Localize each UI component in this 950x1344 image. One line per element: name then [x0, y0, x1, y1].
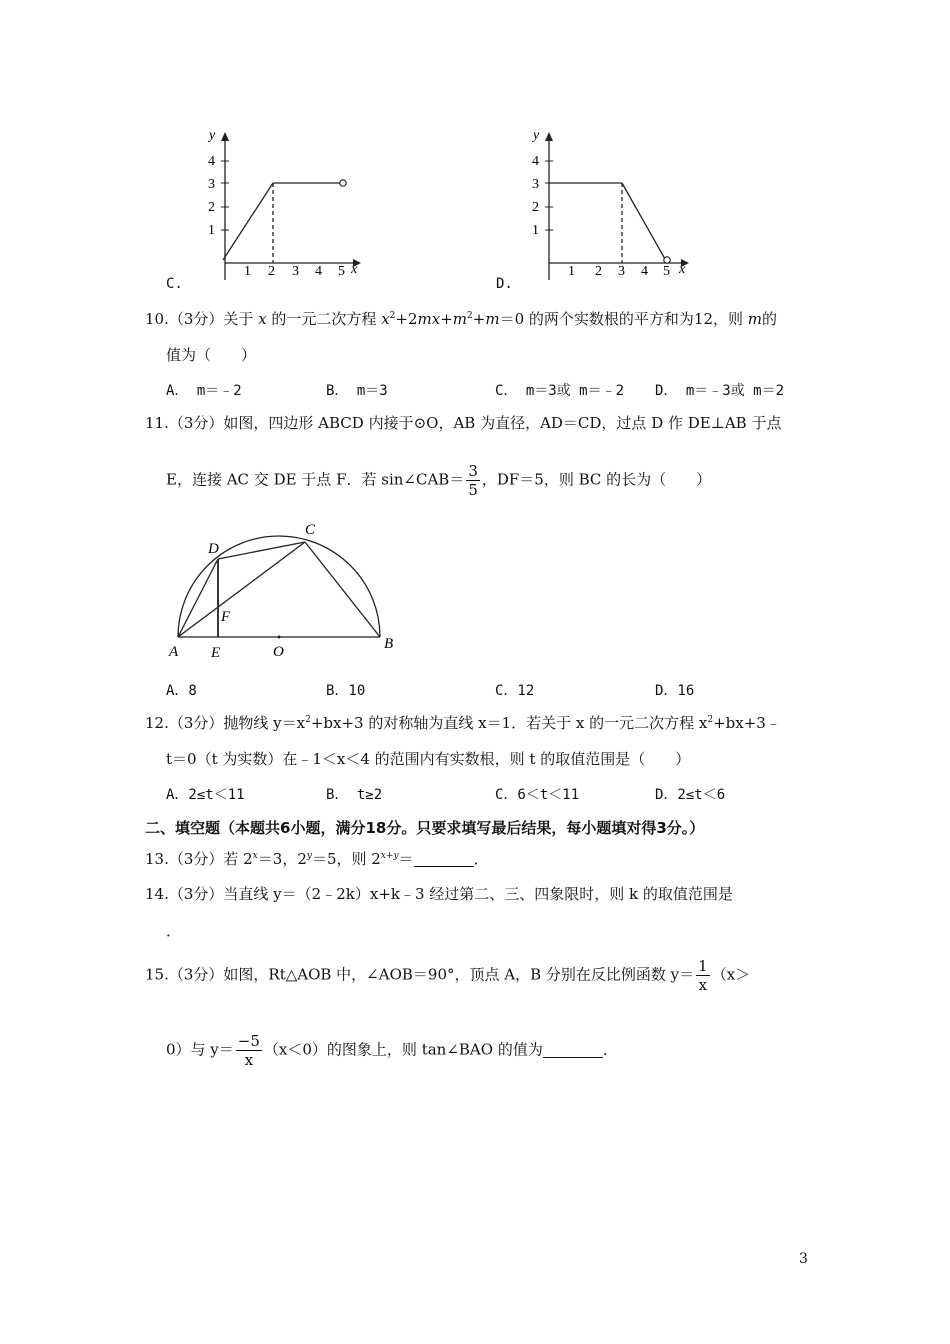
graph-c-x-tick: 1: [244, 264, 251, 279]
graph-d-y-label: y: [533, 128, 540, 143]
question-11-option-d[interactable]: D．16: [655, 683, 695, 699]
graph-d-y-tick: 3: [532, 177, 539, 192]
figure-label-A: A: [169, 644, 179, 660]
figure-label-C: C: [305, 522, 316, 538]
question-10-line1: 10.（3分）关于 x 的一元二次方程 $x^2+2mx+m^2+m=0$ 的两个实数根的平方和为12，则 m的: [145, 310, 777, 328]
question-10-option-b[interactable]: B． m＝3: [326, 383, 388, 399]
question-number: 10.: [145, 310, 169, 328]
graph-c-y-label: y: [209, 128, 216, 143]
question-14-line2: ．: [166, 922, 182, 940]
page-number: 3: [799, 1251, 808, 1267]
graph-d-x-tick: 3: [618, 264, 625, 279]
question-15-line1: 15.（3分）如图，Rt△AOB 中，∠AOB＝90°，顶点 A，B 分别在反比例函数 y＝ $\frac{1}{x}$ （x＞: [145, 957, 751, 994]
question-11-option-c[interactable]: C．12: [495, 683, 535, 699]
graph-c-y-tick: 3: [208, 177, 215, 192]
question-12-option-c[interactable]: C．6＜t＜11: [495, 787, 580, 803]
question-12-line2: t＝0（t 为实数）在﹣1＜x＜4 的范围内有实数根，则 t 的取值范围是（ ）: [166, 750, 691, 768]
figure-label-O: O: [273, 644, 284, 660]
question-number: 12.: [145, 714, 169, 732]
question-12-line1: 12.（3分）抛物线 $y=x^2+bx+3$ 的对称轴为直线 x＝1．若关于 x 的一元二次方程 $x^2+bx+3﹣$: [145, 714, 781, 732]
question-11-line1: 11.（3分）如图，四边形 ABCD 内接于⊙O，AB 为直径，AD＝CD，过点 D 作 DE⊥AB 于点: [145, 414, 782, 432]
answer-blank[interactable]: [414, 852, 474, 867]
graph-c-y-tick: 1: [208, 223, 215, 238]
graph-d-option-label: D.: [496, 276, 513, 292]
graph-c-x-tick: 5: [338, 264, 345, 279]
fraction: $\frac{1}{x}$: [698, 957, 708, 994]
question-12-option-b[interactable]: B． t≥2: [326, 787, 383, 803]
figure-label-E: E: [211, 645, 221, 661]
question-12-option-d[interactable]: D．2≤t＜6: [655, 787, 726, 803]
question-11-line2: E，连接 AC 交 DE 于点 F．若 sin∠CAB＝ $\frac{3}{5}$ ，DF＝5，则 BC 的长为（ ）: [166, 462, 712, 499]
figure-label-F: F: [221, 609, 231, 625]
graph-c-y-tick: 2: [208, 200, 215, 215]
graph-d-y-tick: 2: [532, 200, 539, 215]
question-11-option-a[interactable]: A．8: [166, 683, 197, 699]
graph-d-y-tick: 1: [532, 223, 539, 238]
figure-label-B: B: [384, 636, 394, 652]
figure-11-semicircle: [160, 515, 410, 665]
question-11-option-b[interactable]: B．10: [326, 683, 366, 699]
figure-label-D: D: [208, 541, 219, 557]
question-number: 11.: [145, 414, 169, 432]
question-10-option-d[interactable]: D． m＝﹣3或 m＝2: [655, 383, 785, 399]
question-13: 13.（3分）若 $2^x=3$，$2^y=5$，则 $2^{x+y}=$ ．: [145, 850, 489, 868]
graph-c-y-tick: 4: [208, 154, 215, 169]
graph-d-x-tick: 4: [641, 264, 648, 279]
graph-d-x-tick: 5: [663, 264, 670, 279]
question-10-line2: 值为（ ）: [166, 346, 257, 364]
graph-c-x-tick: 4: [315, 264, 322, 279]
graph-d-x-label: x: [679, 262, 686, 277]
graph-c-x-tick: 2: [268, 264, 275, 279]
graph-d-x-tick: 1: [568, 264, 575, 279]
graph-c-option-label: C.: [166, 276, 183, 292]
graph-c-x-label: x: [351, 262, 358, 277]
question-12-option-a[interactable]: A．2≤t＜11: [166, 787, 245, 803]
question-15-line2: 0）与 y＝ $\frac{-5}{x}$ （x＜0）的图象上，则 tan∠BAO 的值为 ．: [166, 1032, 618, 1069]
question-number: 14.: [145, 885, 169, 903]
graph-d: [515, 125, 715, 295]
fraction: $\frac{-5}{x}$: [237, 1032, 260, 1069]
graph-d-y-tick: 4: [532, 154, 539, 169]
fraction: $\frac{3}{5}$: [468, 462, 478, 499]
question-10-option-a[interactable]: A． m＝﹣2: [166, 383, 242, 399]
section-heading: 二、填空题（本题共6小题，满分18分。只要求填写最后结果，每小题填对得3分。）: [145, 819, 705, 837]
question-number: 15.: [145, 965, 169, 984]
graph-d-x-tick: 2: [595, 264, 602, 279]
graph-c: [185, 125, 385, 295]
graph-c-x-tick: 3: [292, 264, 299, 279]
answer-blank[interactable]: [543, 1043, 603, 1058]
question-10-option-c[interactable]: C． m＝3或 m＝﹣2: [495, 383, 625, 399]
question-14-line1: 14.（3分）当直线 y＝（2﹣2k）x+k﹣3 经过第二、三、四象限时，则 k 的取值范围是: [145, 885, 733, 903]
question-number: 13.: [145, 850, 169, 868]
